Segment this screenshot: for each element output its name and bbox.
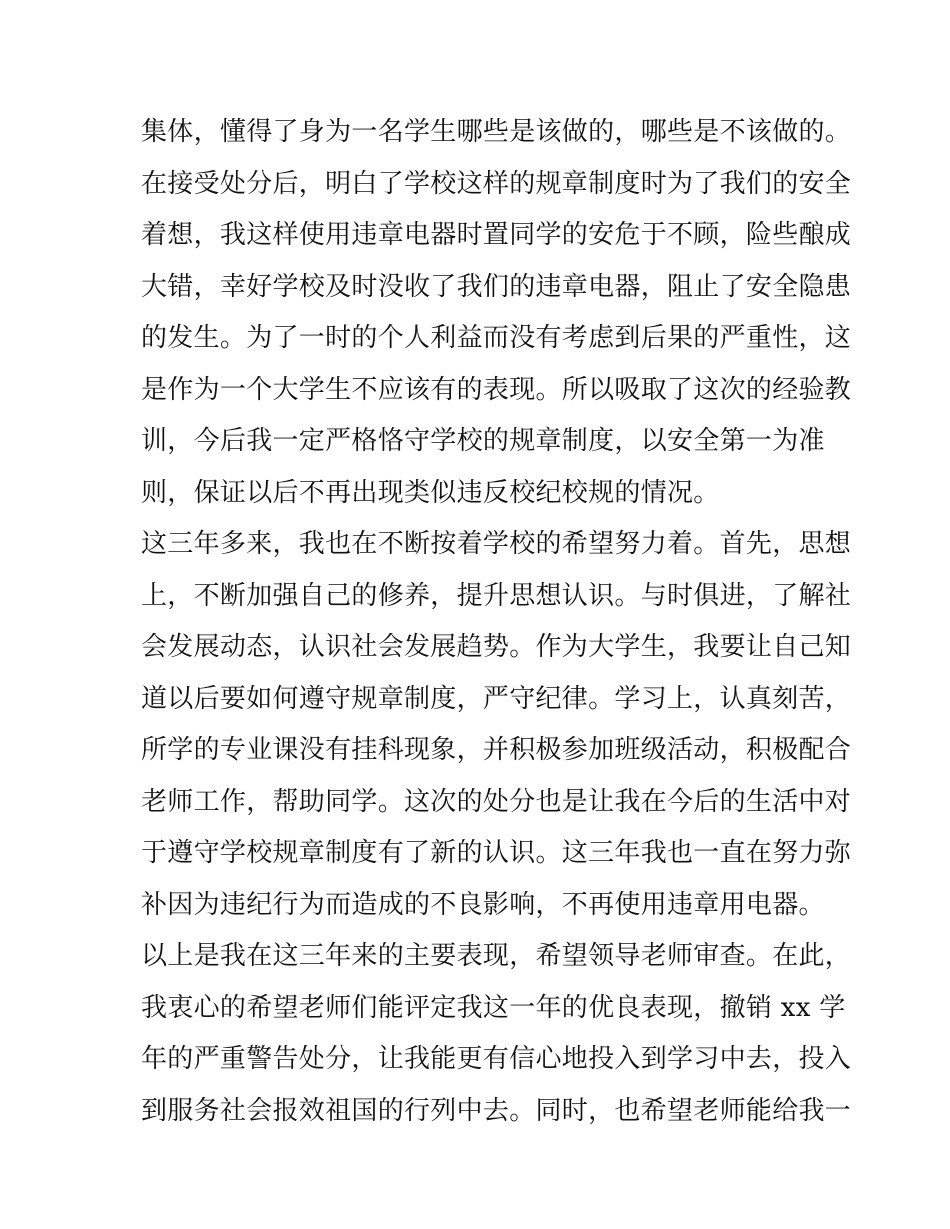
text-line: 所学的专业课没有挂科现象，并积极参加班级活动，积极配合 [141, 735, 852, 765]
text-line: 补因为违纪行为而造成的不良影响，不再使用违章用电器。 [141, 889, 825, 920]
text-line: 集体，懂得了身为一名学生哪些是该做的，哪些是不该做的。 [141, 117, 852, 147]
text-line: 这三年多来，我也在不断按着学校的希望努力着。首先，思想 [141, 529, 852, 559]
text-line: 着想，我这样使用违章电器时置同学的安危于不顾，险些酿成 [141, 220, 852, 250]
text-line: 老师工作，帮助同学。这次的处分也是让我在今后的生活中对 [141, 786, 852, 817]
text-line: 在接受处分后，明白了学校这样的规章制度时为了我们的安全 [141, 168, 852, 199]
text-line: 我衷心的希望老师们能评定我这一年的优良表现，撤销 xx 学 [141, 992, 846, 1023]
text-line: 是作为一个大学生不应该有的表现。所以吸取了这次的经验教 [141, 374, 852, 405]
text-line: 大错，幸好学校及时没收了我们的违章电器，阻止了安全隐患 [141, 271, 852, 302]
text-line: 年的严重警告处分，让我能更有信心地投入到学习中去，投入 [141, 1044, 852, 1074]
text-line: 道以后要如何遵守规章制度，严守纪律。学习上，认真刻苦， [141, 683, 852, 714]
text-line: 会发展动态，认识社会发展趋势。作为大学生，我要让自己知 [141, 632, 852, 662]
text-line: 于遵守学校规章制度有了新的认识。这三年我也一直在努力弥 [141, 838, 852, 868]
text-line: 上，不断加强自己的修养，提升思想认识。与时俱进，了解社 [141, 580, 852, 611]
text-line: 以上是我在这三年来的主要表现，希望领导老师审查。在此， [141, 941, 852, 971]
document-body [141, 107, 852, 1137]
text-line: 到服务社会报效祖国的行列中去。同时，也希望老师能给我一 [141, 1095, 852, 1126]
text-line: 的发生。为了一时的个人利益而没有考虑到后果的严重性，这 [141, 323, 852, 353]
text-line: 训，今后我一定严格恪守学校的规章制度，以安全第一为准 [141, 426, 825, 456]
text-line: 则，保证以后不再出现类似违反校纪校规的情况。 [141, 477, 720, 508]
